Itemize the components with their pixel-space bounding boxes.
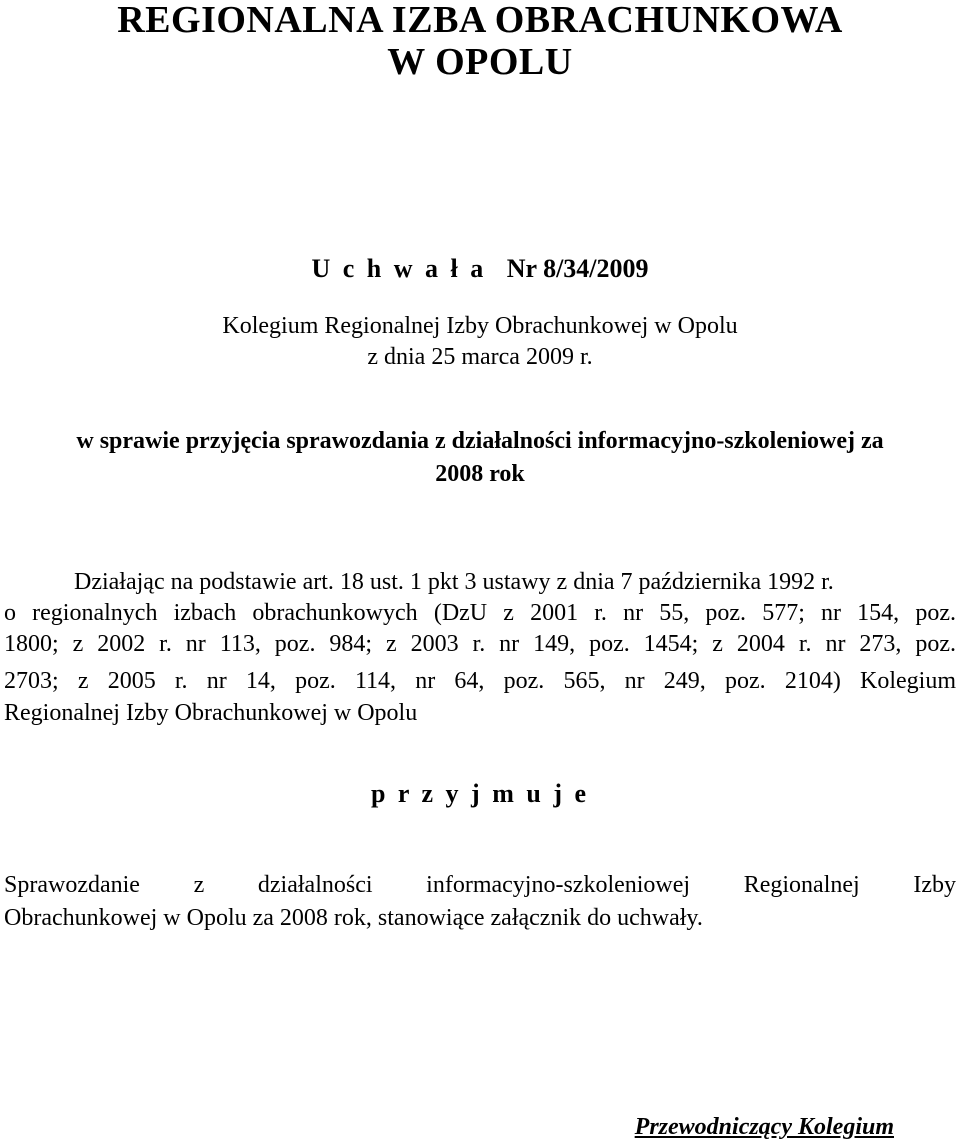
institution-title-line-2: W OPOLU — [387, 41, 573, 83]
subject-line-1: w sprawie przyjęcia sprawozdania z działalności informacyjno-szkoleniowej za — [76, 428, 884, 454]
legal-basis-line-5: Regionalnej Izby Obrachunkowej w Opolu — [4, 700, 418, 726]
legal-basis-line-3: 1800; z 2002 r. nr 113, poz. 984; z 2003 r. nr 149, poz. 1454; z 2004 r. nr 273, poz. — [4, 631, 956, 657]
content-line-1: Sprawozdanie z działalności informacyjno-szkoleniowej Regionalnej Izby — [4, 872, 956, 898]
institution-title-line-1: REGIONALNA IZBA OBRACHUNKOWA — [117, 0, 843, 41]
legal-basis-line-4: 2703; z 2005 r. nr 14, poz. 114, nr 64, poz. 565, nr 249, poz. 2104) Kolegium — [4, 668, 956, 694]
resolution-date: z dnia 25 marca 2009 r. — [367, 344, 593, 370]
decision-word: p r z y j m u j e — [370, 779, 590, 808]
content-line-2: Obrachunkowej w Opolu za 2008 rok, stanowiące załącznik do uchwały. — [4, 905, 703, 931]
resolution-number: Nr 8/34/2009 — [506, 254, 649, 283]
legal-basis-line-1: Działając na podstawie art. 18 ust. 1 pkt 3 ustawy z dnia 7 października 1992 r. — [74, 569, 834, 595]
signature-chairman: Przewodniczący Kolegium — [634, 1114, 894, 1140]
subject-line-2: 2008 rok — [435, 461, 525, 487]
resolution-heading — [0, 254, 960, 284]
legal-basis-line-2: o regionalnych izbach obrachunkowych (DzU z 2001 r. nr 55, poz. 577; nr 154, poz. — [4, 600, 956, 626]
resolution-label: U c h w a ł a — [311, 254, 487, 283]
resolution-issuer: Kolegium Regionalnej Izby Obrachunkowej w Opolu — [222, 313, 738, 339]
